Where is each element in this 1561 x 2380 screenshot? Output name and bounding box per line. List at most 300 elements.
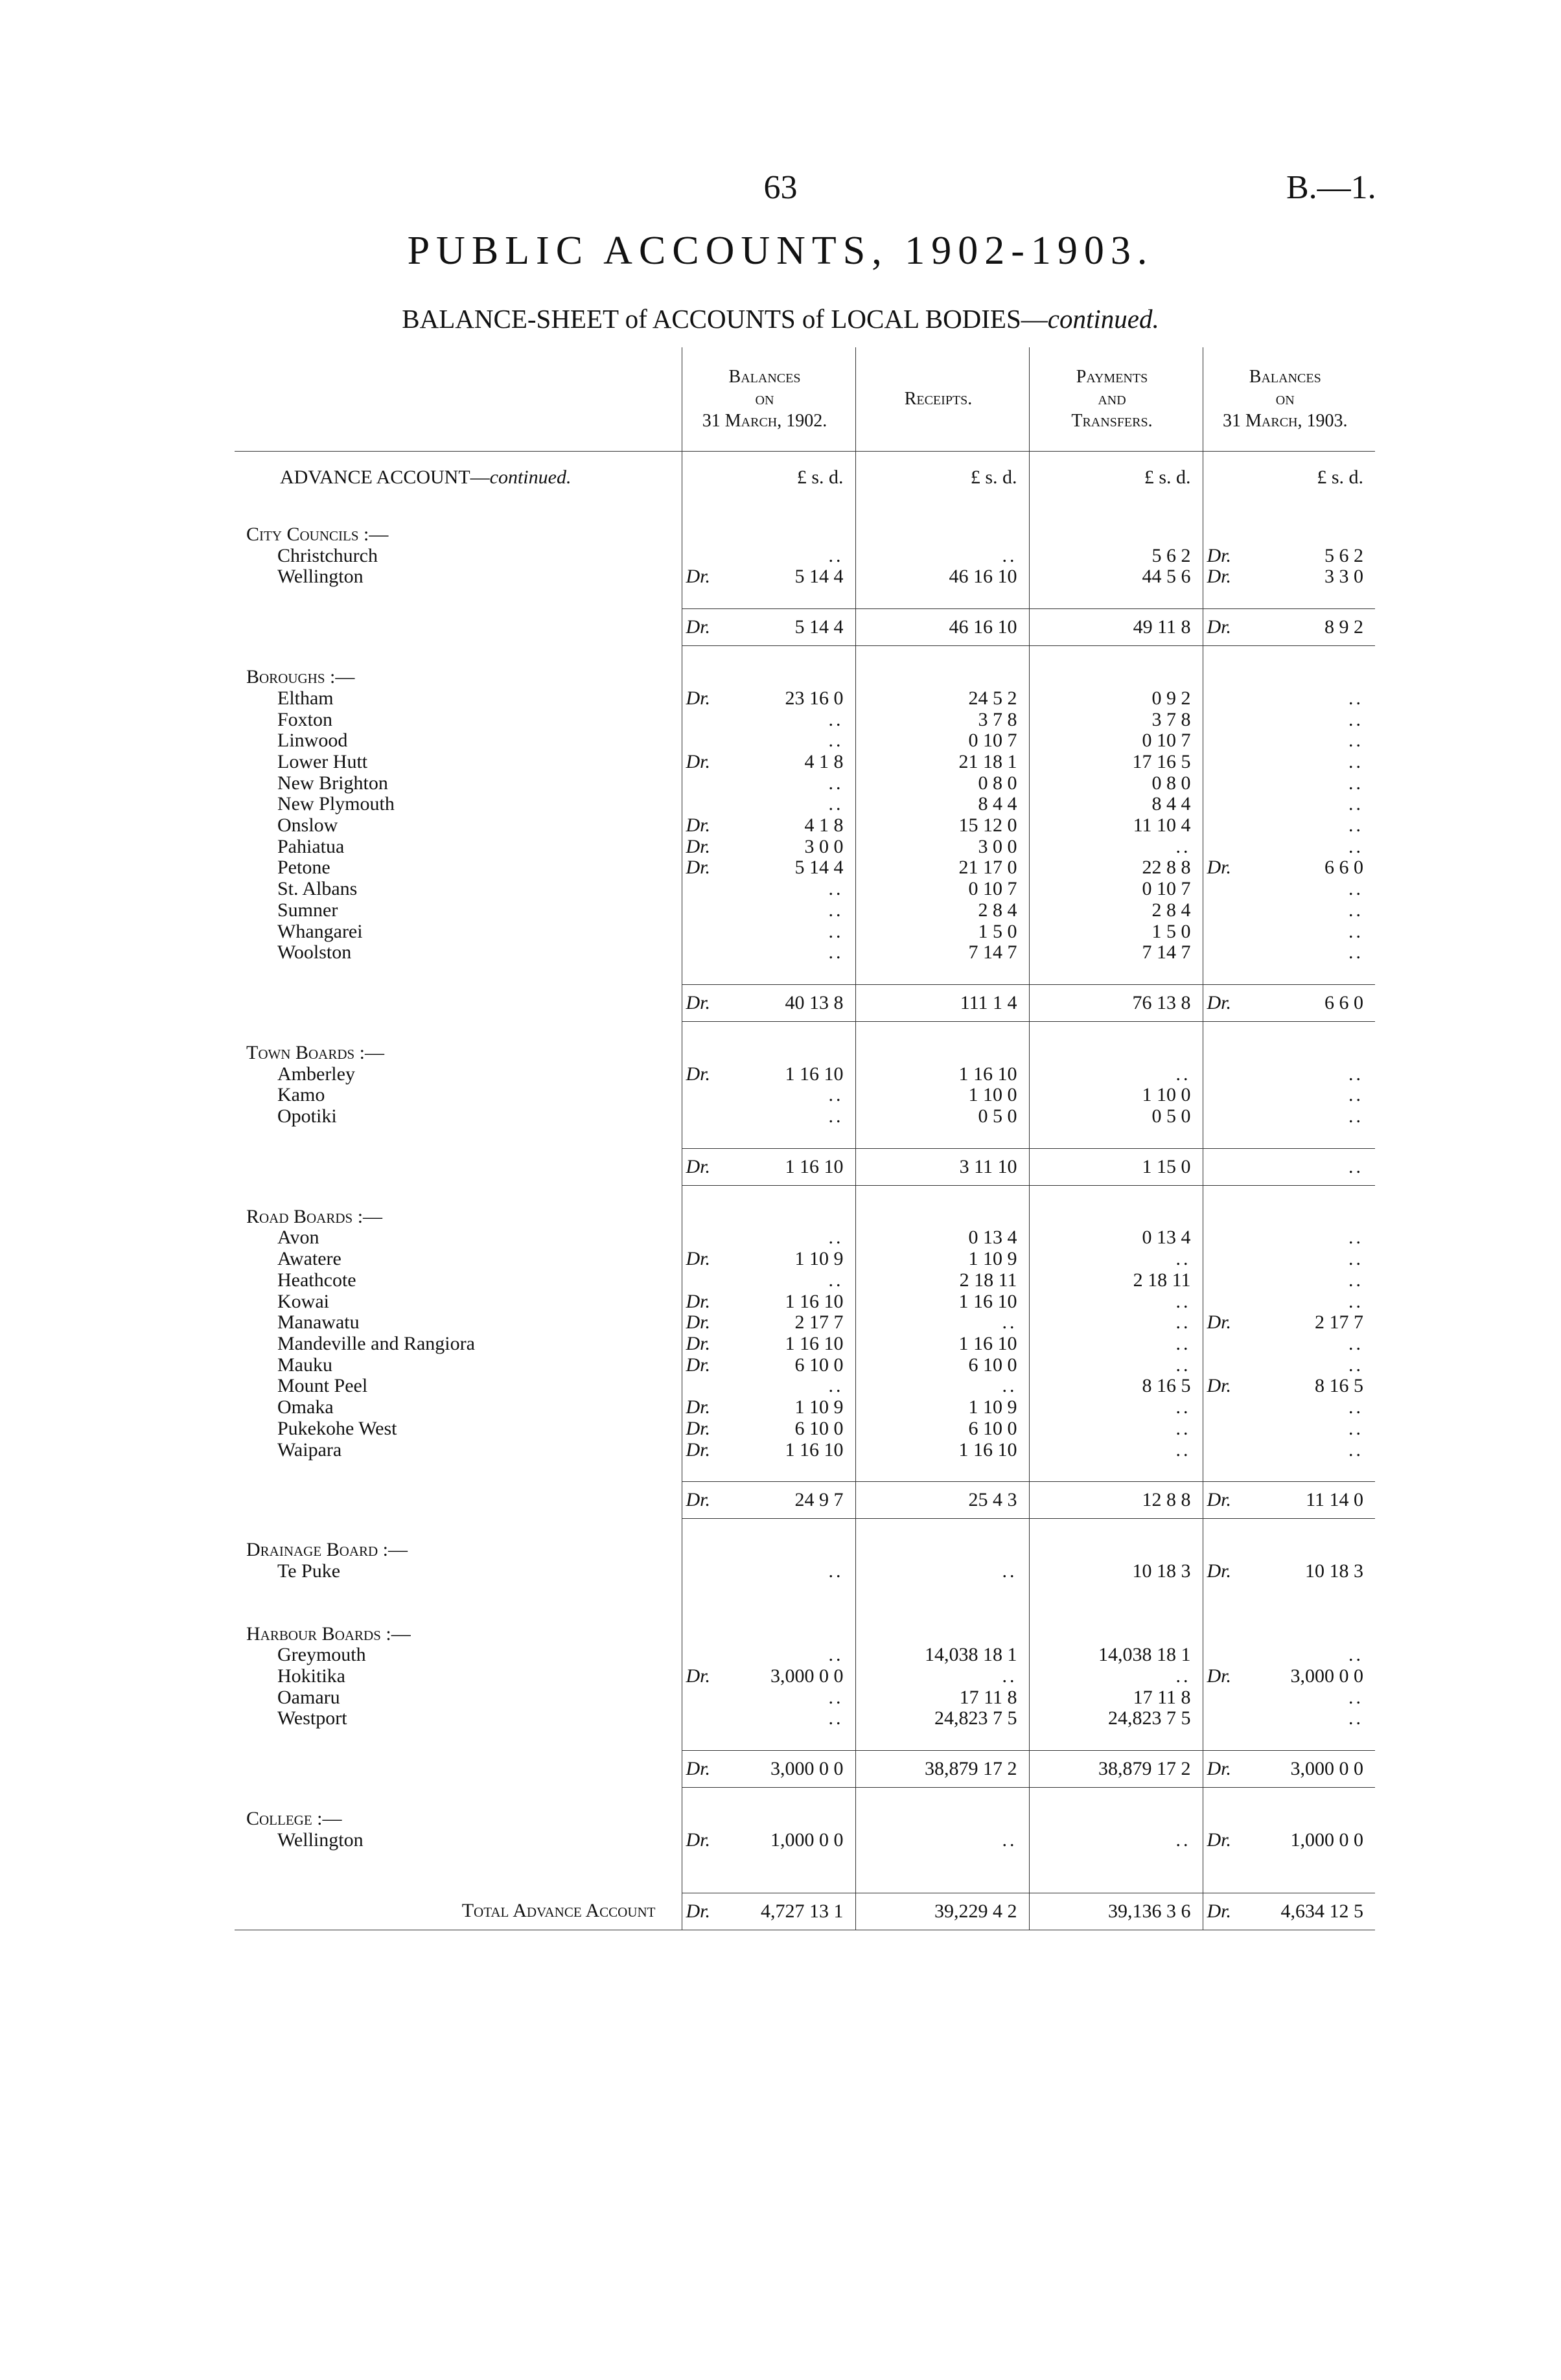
total-payments-value: 1 15 0 xyxy=(1142,1155,1191,1177)
cell-bal1903-value: 8 16 5 xyxy=(1315,1375,1363,1397)
debit-marker: Dr. xyxy=(686,815,711,837)
cell-bal1902 xyxy=(682,900,855,921)
total-receipts xyxy=(855,609,1029,646)
cell-bal1903 xyxy=(1203,1397,1375,1418)
header-c1-line1: Balances xyxy=(728,367,801,387)
cell-payments-value: 10 18 3 xyxy=(1132,1560,1191,1582)
cell-receipts-value: 3 7 8 xyxy=(978,708,1017,730)
cell-payments xyxy=(1029,1106,1203,1127)
spacer-cell xyxy=(855,1582,1029,1603)
cell-payments-value: 0 9 2 xyxy=(1151,687,1191,709)
spacer-cell xyxy=(855,1603,1029,1624)
empty-cell xyxy=(1203,1207,1375,1228)
cell-bal1902-value: 6 10 0 xyxy=(794,1354,844,1376)
total-payments-value: 76 13 8 xyxy=(1132,991,1191,1013)
spacer-label xyxy=(235,1021,682,1043)
cell-receipts-value: 0 13 4 xyxy=(968,1227,1017,1249)
header-balances-1903 xyxy=(1203,347,1375,452)
total-bal1903 xyxy=(1203,1751,1375,1788)
cell-bal1902 xyxy=(682,1355,855,1376)
cell-bal1903-value: .. xyxy=(1348,1063,1363,1085)
header-c1-line2: on xyxy=(755,389,774,409)
spacer-cell xyxy=(1203,503,1375,524)
cell-bal1902 xyxy=(682,1376,855,1397)
cell-payments xyxy=(1029,1645,1203,1666)
debit-marker: Dr. xyxy=(1207,1665,1232,1687)
debit-marker: Dr. xyxy=(686,1311,711,1334)
cell-bal1903-value: .. xyxy=(1348,1105,1363,1127)
row-name: Oamaru xyxy=(277,1686,340,1708)
spacer-cell xyxy=(1203,1788,1375,1809)
cell-payments-value: .. xyxy=(1175,1063,1191,1085)
spacer-cell xyxy=(1029,964,1203,985)
cell-receipts xyxy=(855,1561,1029,1582)
grand-total-receipts-value: 39,229 4 2 xyxy=(934,1900,1017,1922)
cell-bal1902 xyxy=(682,879,855,900)
cell-bal1903 xyxy=(1203,546,1375,567)
total-payments-value: 38,879 17 2 xyxy=(1098,1758,1191,1780)
cell-bal1902 xyxy=(682,1561,855,1582)
spacer-cell xyxy=(855,646,1029,667)
cell-bal1902 xyxy=(682,1418,855,1440)
spacer-label xyxy=(235,1461,682,1482)
cell-payments-value: 44 5 6 xyxy=(1142,566,1191,588)
row-name: Foxton xyxy=(277,708,333,730)
cell-receipts xyxy=(855,1355,1029,1376)
spacer-label xyxy=(235,1519,682,1540)
cell-payments xyxy=(1029,900,1203,921)
spacer-cell xyxy=(1203,646,1375,667)
row-name: Westport xyxy=(277,1707,347,1729)
cell-bal1903-value: .. xyxy=(1348,1248,1363,1270)
cell-payments-value: .. xyxy=(1175,1829,1191,1851)
debit-marker: Dr. xyxy=(686,835,711,857)
grand-total-bal1903-value: 4,634 12 5 xyxy=(1280,1900,1363,1922)
total-payments xyxy=(1029,1482,1203,1519)
total-bal1903-value: 3,000 0 0 xyxy=(1290,1758,1363,1780)
cell-bal1903-value: .. xyxy=(1348,815,1363,837)
cell-receipts xyxy=(855,1270,1029,1291)
spacer-cell xyxy=(1203,964,1375,985)
total-bal1902-value: 3,000 0 0 xyxy=(770,1758,844,1780)
grand-total-row xyxy=(235,1893,1375,1930)
table-row xyxy=(235,1291,1375,1313)
row-name: Sumner xyxy=(277,899,338,921)
spacer-cell xyxy=(682,1603,855,1624)
cell-payments xyxy=(1029,1227,1203,1249)
table-row xyxy=(235,773,1375,794)
group-heading: Road Boards :— xyxy=(246,1205,383,1227)
empty-cell xyxy=(1203,1624,1375,1645)
cell-bal1903 xyxy=(1203,1106,1375,1127)
debit-marker: Dr. xyxy=(686,566,711,588)
header-c3-line1: Payments xyxy=(1076,367,1148,387)
cell-receipts xyxy=(855,837,1029,858)
table-row xyxy=(235,857,1375,879)
spacer-label xyxy=(235,503,682,524)
cell-payments-value: 24,823 7 5 xyxy=(1108,1707,1191,1729)
header-c4-line3: 31 March, 1903. xyxy=(1223,411,1348,431)
cell-bal1902 xyxy=(682,1687,855,1709)
cell-bal1903 xyxy=(1203,1064,1375,1085)
cell-bal1903-value: .. xyxy=(1348,920,1363,942)
group-total-row xyxy=(235,1148,1375,1185)
cell-bal1902 xyxy=(682,1085,855,1106)
subtitle-continued: continued. xyxy=(1047,304,1159,334)
cell-bal1903 xyxy=(1203,857,1375,879)
spacer-cell xyxy=(1203,588,1375,609)
cell-receipts xyxy=(855,1830,1029,1851)
cell-payments-value: 0 13 4 xyxy=(1142,1227,1191,1249)
row-name: Wellington xyxy=(277,566,364,588)
cell-receipts-value: 1 10 0 xyxy=(968,1084,1017,1106)
empty-cell xyxy=(855,667,1029,688)
table-row xyxy=(235,1270,1375,1291)
table-row xyxy=(235,1085,1375,1106)
grand-total-payments-value: 39,136 3 6 xyxy=(1108,1900,1191,1922)
group-heading-row xyxy=(235,524,1375,546)
debit-marker: Dr. xyxy=(1207,1758,1232,1780)
group-total-row xyxy=(235,1751,1375,1788)
row-name: Kamo xyxy=(277,1084,325,1106)
row-name: Awatere xyxy=(277,1248,341,1270)
spacer-cell xyxy=(855,1519,1029,1540)
debit-marker: Dr. xyxy=(686,1290,711,1312)
debit-marker: Dr. xyxy=(1207,1560,1232,1582)
total-receipts-value: 111 1 4 xyxy=(960,991,1017,1013)
cell-bal1902-value: 3 0 0 xyxy=(804,835,844,857)
cell-receipts xyxy=(855,1666,1029,1687)
cell-payments xyxy=(1029,1291,1203,1313)
cell-receipts-value: 3 0 0 xyxy=(978,835,1017,857)
debit-marker: Dr. xyxy=(686,616,711,638)
cell-receipts xyxy=(855,730,1029,752)
total-bal1903 xyxy=(1203,609,1375,646)
table-row xyxy=(235,1440,1375,1461)
debit-marker: Dr. xyxy=(686,1438,711,1461)
spacer-cell xyxy=(1029,503,1203,524)
row-name: Avon xyxy=(277,1227,319,1249)
spacer-label xyxy=(235,964,682,985)
spacer-row xyxy=(235,646,1375,667)
cell-bal1903 xyxy=(1203,1291,1375,1313)
row-name: Greymouth xyxy=(277,1644,366,1666)
table-row xyxy=(235,900,1375,921)
cell-payments xyxy=(1029,921,1203,943)
cell-bal1902 xyxy=(682,857,855,879)
cell-bal1903 xyxy=(1203,1227,1375,1249)
table-row xyxy=(235,1397,1375,1418)
cell-receipts-value: 2 8 4 xyxy=(978,899,1017,921)
cell-payments-value: 7 14 7 xyxy=(1142,942,1191,964)
cell-receipts-value: .. xyxy=(1002,1665,1017,1687)
cell-receipts xyxy=(855,566,1029,588)
cell-payments xyxy=(1029,752,1203,773)
cell-bal1903-value: .. xyxy=(1348,1332,1363,1354)
cell-bal1903-value: 6 6 0 xyxy=(1324,857,1363,879)
cell-receipts xyxy=(855,921,1029,943)
cell-payments xyxy=(1029,710,1203,731)
total-payments-value: 12 8 8 xyxy=(1142,1489,1191,1511)
cell-bal1902 xyxy=(682,1291,855,1313)
spacer-label xyxy=(235,1872,682,1893)
spacer-cell xyxy=(1029,1185,1203,1207)
total-bal1902 xyxy=(682,609,855,646)
cell-bal1902-value: .. xyxy=(828,1560,844,1582)
spacer-cell xyxy=(682,1788,855,1809)
cell-bal1902 xyxy=(682,1397,855,1418)
cell-bal1903-value: .. xyxy=(1348,730,1363,752)
header-receipts xyxy=(855,347,1029,452)
spacer-cell xyxy=(682,503,855,524)
cell-payments-value: 3 7 8 xyxy=(1151,708,1191,730)
cell-payments xyxy=(1029,1085,1203,1106)
table-row xyxy=(235,710,1375,731)
cell-bal1903-value: 3 3 0 xyxy=(1324,566,1363,588)
cell-bal1902 xyxy=(682,1440,855,1461)
cell-receipts-value: 1 10 9 xyxy=(968,1248,1017,1270)
cell-payments-value: .. xyxy=(1175,1248,1191,1270)
account-title-main: ADVANCE ACCOUNT— xyxy=(280,466,490,488)
cell-payments xyxy=(1029,794,1203,815)
cell-bal1902 xyxy=(682,1666,855,1687)
row-name: Heathcote xyxy=(277,1269,356,1291)
spacer-label xyxy=(235,1729,682,1751)
spacer-label xyxy=(235,588,682,609)
debit-marker: Dr. xyxy=(686,1155,711,1177)
cell-bal1902-value: 2 17 7 xyxy=(794,1311,844,1334)
spacer-label xyxy=(235,1127,682,1149)
row-name: Lower Hutt xyxy=(277,750,368,772)
cell-bal1903-value: 2 17 7 xyxy=(1315,1311,1363,1334)
spacer-cell xyxy=(1203,1461,1375,1482)
row-name: St. Albans xyxy=(277,878,358,900)
empty-cell xyxy=(682,1207,855,1228)
cell-payments xyxy=(1029,837,1203,858)
total-bal1903 xyxy=(1203,984,1375,1021)
table-row xyxy=(235,942,1375,964)
cell-payments-value: 1 5 0 xyxy=(1151,920,1191,942)
total-receipts-value: 38,879 17 2 xyxy=(925,1758,1017,1780)
cell-bal1902-value: .. xyxy=(828,730,844,752)
cell-bal1902-value: 3,000 0 0 xyxy=(770,1665,844,1687)
cell-receipts-value: 2 18 11 xyxy=(959,1269,1017,1291)
row-name: Onslow xyxy=(277,815,338,837)
table-row xyxy=(235,837,1375,858)
spacer-label xyxy=(235,1582,682,1603)
header-blank xyxy=(235,347,682,452)
cell-bal1903-value: .. xyxy=(1348,1686,1363,1708)
cell-bal1903 xyxy=(1203,921,1375,943)
empty-cell xyxy=(1029,1207,1203,1228)
debit-marker: Dr. xyxy=(1207,1829,1232,1851)
spacer-cell xyxy=(1029,1729,1203,1751)
units-row xyxy=(235,452,1375,504)
spacer-cell xyxy=(682,646,855,667)
cell-bal1902 xyxy=(682,1064,855,1085)
cell-bal1903 xyxy=(1203,1561,1375,1582)
cell-bal1902-value: .. xyxy=(828,1105,844,1127)
spacer-cell xyxy=(1029,1127,1203,1149)
table-row xyxy=(235,794,1375,815)
cell-receipts xyxy=(855,879,1029,900)
total-bal1902-value: 1 16 10 xyxy=(785,1155,844,1177)
spacer-cell xyxy=(1029,1603,1203,1624)
cell-bal1902-value: 1 16 10 xyxy=(785,1290,844,1312)
cell-bal1902 xyxy=(682,710,855,731)
row-name: Waipara xyxy=(277,1438,342,1461)
row-name: Christchurch xyxy=(277,544,378,566)
cell-bal1902-value: 5 14 4 xyxy=(794,857,844,879)
spacer-cell xyxy=(1029,1461,1203,1482)
total-receipts xyxy=(855,1751,1029,1788)
cell-bal1902-value: 1 10 9 xyxy=(794,1248,844,1270)
cell-bal1902-value: .. xyxy=(828,920,844,942)
cell-bal1903 xyxy=(1203,752,1375,773)
group-total-row xyxy=(235,984,1375,1021)
row-name: Manawatu xyxy=(277,1311,360,1334)
spacer-label xyxy=(235,1788,682,1809)
header-balances-1902 xyxy=(682,347,855,452)
empty-cell xyxy=(1203,524,1375,546)
cell-bal1903 xyxy=(1203,794,1375,815)
group-heading-row xyxy=(235,1540,1375,1561)
cell-bal1902 xyxy=(682,1645,855,1666)
cell-receipts-value: 24,823 7 5 xyxy=(934,1707,1017,1729)
spacer-cell xyxy=(1029,1788,1203,1809)
table-row xyxy=(235,1355,1375,1376)
spacer-cell xyxy=(1203,1582,1375,1603)
debit-marker: Dr. xyxy=(686,1354,711,1376)
spacer-cell xyxy=(1029,1582,1203,1603)
cell-bal1902-value: .. xyxy=(828,1375,844,1397)
spacer-cell xyxy=(855,964,1029,985)
total-label-empty xyxy=(235,1148,682,1185)
cell-payments xyxy=(1029,730,1203,752)
cell-payments-value: .. xyxy=(1175,1354,1191,1376)
cell-receipts-value: 21 17 0 xyxy=(958,857,1017,879)
row-name: New Brighton xyxy=(277,772,388,794)
cell-bal1902 xyxy=(682,1708,855,1729)
table-row xyxy=(235,879,1375,900)
total-payments xyxy=(1029,609,1203,646)
cell-payments-value: 17 16 5 xyxy=(1132,750,1191,772)
debit-marker: Dr. xyxy=(686,1063,711,1085)
cell-bal1903 xyxy=(1203,1249,1375,1270)
table-row xyxy=(235,1666,1375,1687)
total-bal1902 xyxy=(682,984,855,1021)
empty-cell xyxy=(1029,1043,1203,1064)
cell-bal1902 xyxy=(682,1106,855,1127)
cell-receipts-value: 17 11 8 xyxy=(959,1686,1017,1708)
row-name: Amberley xyxy=(277,1063,355,1085)
cell-receipts xyxy=(855,1291,1029,1313)
cell-receipts-value: 1 5 0 xyxy=(978,920,1017,942)
spacer-row xyxy=(235,964,1375,985)
empty-cell xyxy=(1029,1624,1203,1645)
cell-bal1903-value: 3,000 0 0 xyxy=(1290,1665,1363,1687)
cell-payments-value: 0 10 7 xyxy=(1142,878,1191,900)
row-name: Hokitika xyxy=(277,1665,345,1687)
table-row xyxy=(235,546,1375,567)
cell-receipts xyxy=(855,1312,1029,1334)
total-payments xyxy=(1029,1148,1203,1185)
row-name: New Plymouth xyxy=(277,793,395,815)
cell-bal1903-value: .. xyxy=(1348,1438,1363,1461)
cell-bal1903 xyxy=(1203,566,1375,588)
cell-bal1902-value: 4 1 8 xyxy=(804,815,844,837)
table-row xyxy=(235,1064,1375,1085)
spacer-row xyxy=(235,1582,1375,1603)
total-receipts-value: 46 16 10 xyxy=(949,616,1017,638)
debit-marker: Dr. xyxy=(1207,857,1232,879)
cell-receipts xyxy=(855,1064,1029,1085)
cell-bal1903 xyxy=(1203,730,1375,752)
debit-marker: Dr. xyxy=(1207,1900,1232,1922)
debit-marker: Dr. xyxy=(686,1489,711,1511)
cell-bal1903 xyxy=(1203,1440,1375,1461)
cell-payments xyxy=(1029,773,1203,794)
debit-marker: Dr. xyxy=(686,1900,711,1922)
spacer-row xyxy=(235,1603,1375,1624)
cell-payments-value: 0 8 0 xyxy=(1151,772,1191,794)
debit-marker: Dr. xyxy=(1207,1375,1232,1397)
cell-bal1903 xyxy=(1203,1334,1375,1355)
spacer-row xyxy=(235,1872,1375,1893)
spacer-label xyxy=(235,646,682,667)
spacer-row xyxy=(235,1851,1375,1872)
group-heading: Drainage Board :— xyxy=(246,1539,408,1561)
unit-label-receipts: £ s. d. xyxy=(855,452,1029,504)
cell-receipts-value: 6 10 0 xyxy=(968,1417,1017,1439)
cell-receipts xyxy=(855,1645,1029,1666)
table-row xyxy=(235,1830,1375,1851)
header-c3-line2: and xyxy=(1098,389,1126,409)
row-name: Pahiatua xyxy=(277,835,345,857)
table-subtitle xyxy=(0,303,1561,334)
cell-receipts xyxy=(855,1440,1029,1461)
table-row xyxy=(235,815,1375,837)
cell-payments xyxy=(1029,942,1203,964)
cell-receipts-value: 6 10 0 xyxy=(968,1354,1017,1376)
subtitle-main: BALANCE-SHEET of ACCOUNTS of LOCAL BODIES— xyxy=(402,304,1048,334)
group-heading-row xyxy=(235,1043,1375,1064)
cell-bal1902-value: 1,000 0 0 xyxy=(770,1829,844,1851)
cell-payments-value: .. xyxy=(1175,1332,1191,1354)
spacer-cell xyxy=(682,1127,855,1149)
page-number: 63 xyxy=(763,169,798,206)
cell-bal1903-value: .. xyxy=(1348,772,1363,794)
cell-bal1902-value: 5 14 4 xyxy=(794,566,844,588)
cell-payments xyxy=(1029,1270,1203,1291)
spacer-cell xyxy=(682,1872,855,1893)
cell-payments xyxy=(1029,1830,1203,1851)
cell-receipts-value: 46 16 10 xyxy=(949,566,1017,588)
cell-bal1903-value: .. xyxy=(1348,899,1363,921)
cell-payments-value: 0 10 7 xyxy=(1142,730,1191,752)
cell-bal1902-value: .. xyxy=(828,1269,844,1291)
cell-receipts-value: 1 16 10 xyxy=(958,1063,1017,1085)
table-row xyxy=(235,921,1375,943)
header-c2-line1: Receipts. xyxy=(904,389,973,409)
total-bal1902-value: 24 9 7 xyxy=(794,1489,844,1511)
cell-receipts-value: 1 16 10 xyxy=(958,1290,1017,1312)
table-row xyxy=(235,730,1375,752)
cell-bal1902 xyxy=(682,730,855,752)
debit-marker: Dr. xyxy=(686,1829,711,1851)
cell-payments xyxy=(1029,1249,1203,1270)
cell-bal1902 xyxy=(682,773,855,794)
